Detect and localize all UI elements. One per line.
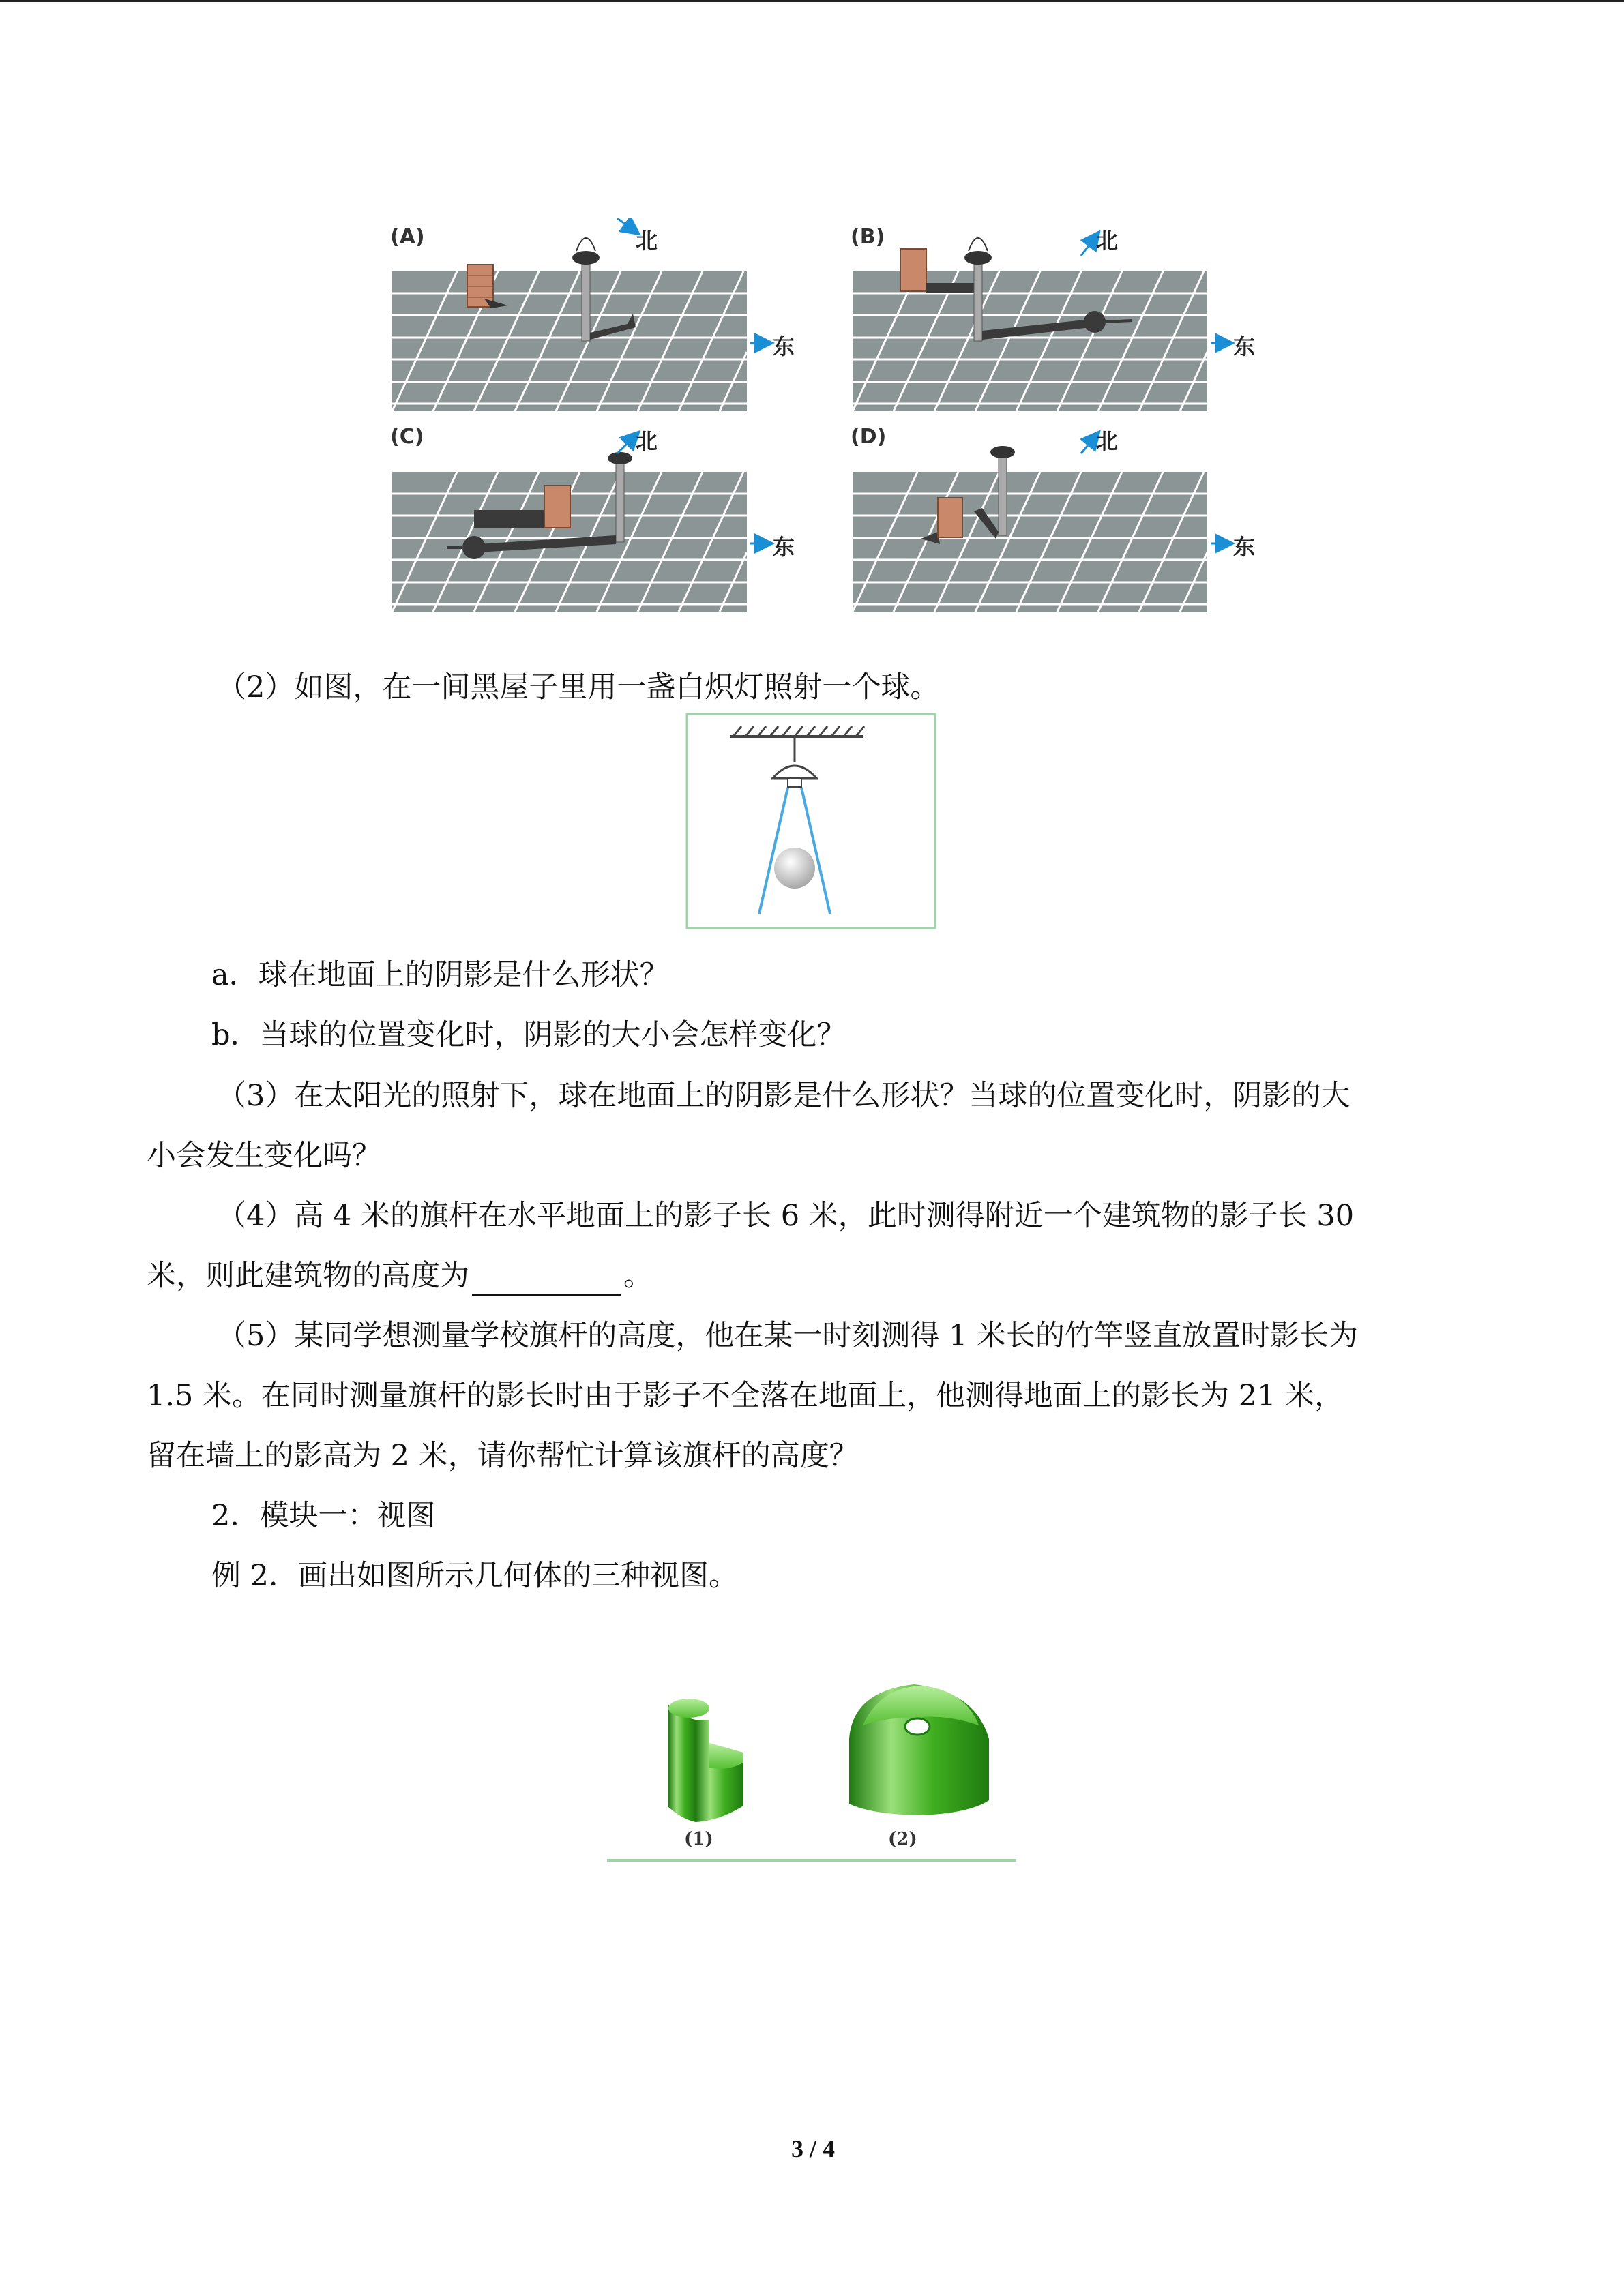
answer-blank[interactable] (472, 1262, 621, 1296)
top-border (0, 0, 1624, 2)
panel-d-north-label: 北 (1096, 428, 1119, 454)
lamp-ball-figure (685, 713, 938, 931)
shadow-figure (382, 218, 1269, 621)
lamp-ball-svg (685, 713, 938, 931)
page-number: 3 / 4 (791, 2135, 836, 2162)
module-heading: 2．模块一：视图 (211, 1499, 436, 1533)
q4-line2-before: 米，则此建筑物的高度为 (147, 1259, 469, 1293)
solid-2 (849, 1684, 989, 1815)
panel-a (392, 218, 771, 411)
panel-c-north-label: 北 (636, 428, 658, 454)
solids-figure (607, 1678, 1023, 1868)
q2-a: a．球在地面上的阴影是什么形状？ (211, 958, 669, 992)
solid-2-label: (2) (888, 1829, 917, 1849)
panel-a-north-label: 北 (636, 228, 658, 254)
panel-b-east-label: 东 (1233, 333, 1256, 359)
panel-d-label: (D) (851, 425, 887, 449)
q5-line2: 1.5 米。在同时测量旗杆的影长时由于影子不全落在地面上，他测得地面上的影长为 21 米， (147, 1379, 1344, 1413)
q4-line2 (147, 1255, 653, 1296)
panel-d-east-label: 东 (1233, 534, 1256, 560)
example-2: 例 2．画出如图所示几何体的三种视图。 (211, 1559, 739, 1593)
panel-b-north-label: 北 (1096, 228, 1119, 254)
q2-b: b．当球的位置变化时，阴影的大小会怎样变化？ (211, 1018, 846, 1052)
solid-1-label: (1) (684, 1829, 713, 1849)
solids-svg (607, 1678, 1023, 1868)
q3-line1: （3）在太阳光的照射下，球在地面上的阴影是什么形状？当球的位置变化时，阴影的大 (217, 1079, 1350, 1113)
panel-c (392, 433, 771, 612)
panel-c-east-label: 东 (773, 534, 795, 560)
solid-1 (668, 1699, 743, 1822)
panel-c-label: (C) (390, 425, 424, 449)
q2-intro: （2）如图，在一间黑屋子里用一盏白炽灯照射一个球。 (217, 670, 940, 704)
q5-line1: （5）某同学想测量学校旗杆的高度，他在某一时刻测得 1 米长的竹竿竖直放置时影长为 (217, 1319, 1359, 1353)
panel-a-east-label: 东 (773, 333, 795, 359)
panel-b-label: (B) (851, 225, 885, 249)
q3-line2: 小会发生变化吗？ (147, 1139, 381, 1173)
q5-line3: 留在墙上的影高为 2 米，请你帮忙计算该旗杆的高度？ (147, 1439, 859, 1473)
q4-line2-after: 。 (623, 1259, 653, 1293)
panel-b (853, 233, 1231, 411)
shadow-figure-svg (382, 218, 1269, 621)
panel-a-label: (A) (390, 225, 425, 249)
panel-d (853, 433, 1231, 612)
q4-line1: （4）高 4 米的旗杆在水平地面上的影子长 6 米，此时测得附近一个建筑物的影子长 30 (217, 1199, 1355, 1233)
